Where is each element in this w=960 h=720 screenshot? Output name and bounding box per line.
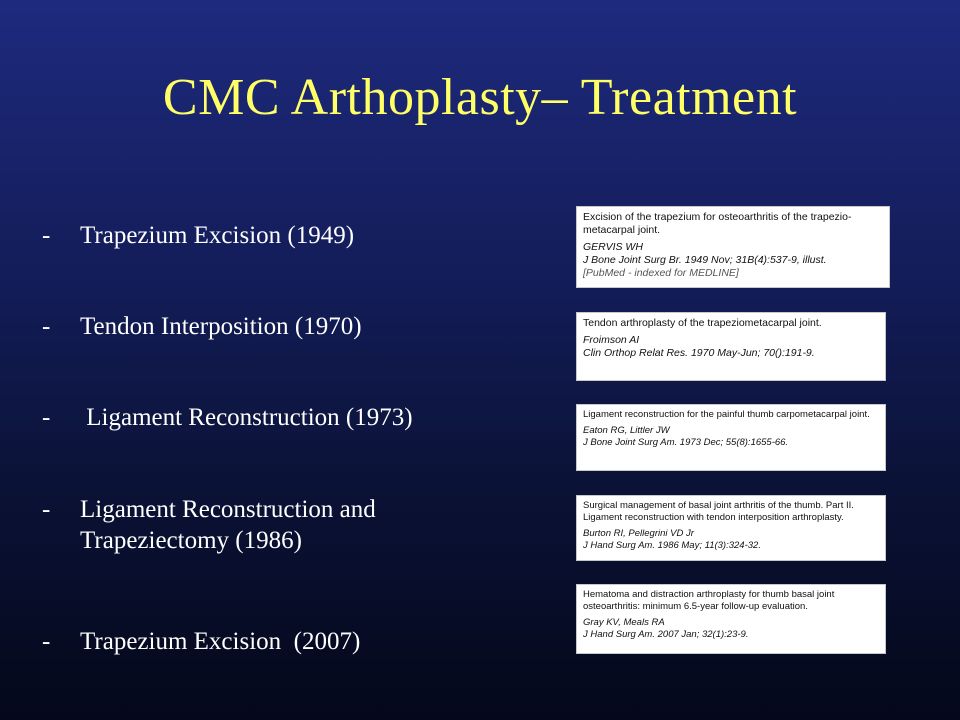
reference-card-1973 (576, 404, 886, 471)
reference-journal: J Bone Joint Surg Am. 1973 Dec; 55(8):1655-66. (583, 437, 789, 448)
bullet-item (38, 220, 558, 251)
bullet-item (38, 626, 558, 657)
bullet-text: Ligament Reconstruction (1973) (80, 404, 413, 431)
reference-journal: J Hand Surg Am. 1986 May; 11(3):324-32. (583, 540, 761, 551)
reference-title: Surgical management of basal joint arthritis of the thumb. Part II. Ligament reconstruction with tendon interposition arthroplasty. (583, 500, 854, 523)
reference-journal: J Bone Joint Surg Br. 1949 Nov; 31B(4):537-9, illust. (583, 254, 827, 266)
bullet-text: Trapezium Excision (1949) (80, 222, 355, 249)
reference-authors: GERVIS WH (583, 241, 643, 253)
reference-card-1970 (576, 312, 886, 381)
bullet-item (38, 402, 558, 433)
bullet-dash: - (42, 496, 51, 523)
reference-title: Ligament reconstruction for the painful thumb carpometacarpal joint. (583, 409, 870, 420)
reference-journal: Clin Orthop Relat Res. 1970 May-Jun; 70():191-9. (583, 347, 815, 359)
bullet-dash: - (42, 404, 51, 431)
bullet-text: Trapezium Excision (2007) (80, 628, 361, 655)
reference-authors: Eaton RG, Littler JW (583, 425, 670, 436)
reference-card-2007 (576, 584, 886, 654)
reference-authors: Gray KV, Meals RA (583, 617, 665, 628)
bullet-item (38, 494, 478, 556)
reference-authors: Burton RI, Pellegrini VD Jr (583, 528, 694, 539)
reference-card-1949 (576, 206, 890, 288)
reference-extra: [PubMed - indexed for MEDLINE] (583, 267, 739, 279)
bullet-dash: - (42, 222, 51, 249)
bullet-item (38, 311, 558, 342)
bullet-dash: - (42, 628, 51, 655)
bullet-text: Ligament Reconstruction and Trapeziectomy (1986) (80, 496, 376, 554)
reference-journal: J Hand Surg Am. 2007 Jan; 32(1):23-9. (583, 629, 749, 640)
bullet-text: Tendon Interposition (1970) (80, 313, 362, 340)
reference-title: Excision of the trapezium for osteoarthritis of the trapezio-metacarpal joint. (583, 211, 852, 236)
reference-title: Tendon arthroplasty of the trapeziometacarpal joint. (583, 317, 822, 329)
reference-card-1986 (576, 495, 886, 561)
slide-title: CMC Arthoplasty– Treatment (162, 69, 798, 126)
reference-authors: Froimson AI (583, 334, 640, 346)
reference-title: Hematoma and distraction arthroplasty for thumb basal joint osteoarthritis: minimum 6.5-year follow-up evaluation. (583, 589, 835, 612)
bullet-dash: - (42, 313, 51, 340)
